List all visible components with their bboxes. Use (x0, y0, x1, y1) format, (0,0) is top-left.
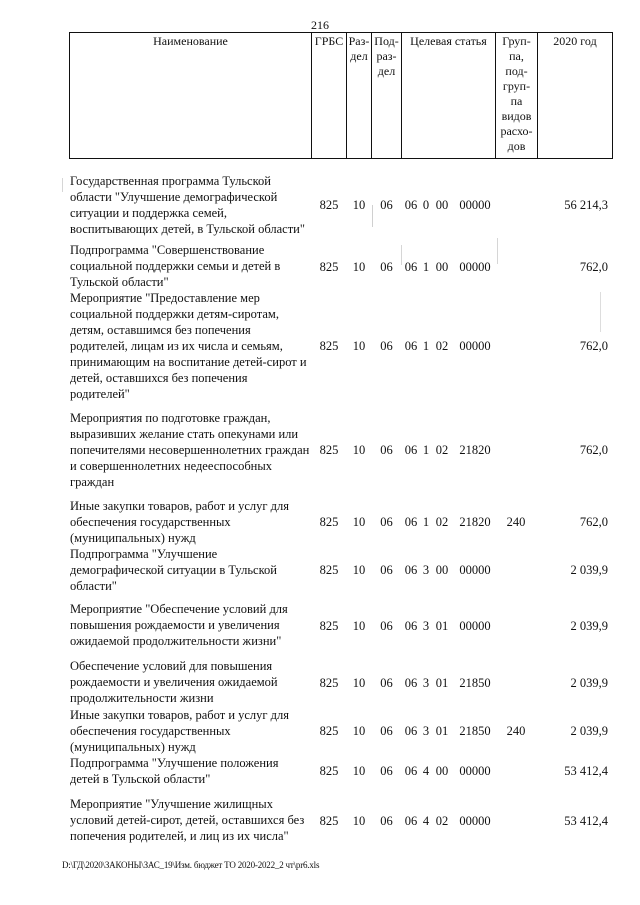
row-podrazdel: 06 (380, 563, 393, 577)
header-razdel-2: дел (350, 49, 368, 63)
row-name: Мероприятия по подготовке граждан, выразивших желание стать опекунами или попечителями несовершеннолетних граждан и совершеннолетних недееспособных граждан (70, 411, 310, 489)
row-target-subprogram: 4 (422, 764, 430, 778)
header-group-1: Груп- (502, 34, 531, 48)
row-target-event: 00 (435, 260, 449, 274)
header-target-article: Целевая статья (410, 34, 487, 48)
row-amount: 53 412,4 (564, 814, 608, 828)
header-podrazdel-1: Под- (374, 34, 399, 48)
scan-artifact (600, 292, 601, 332)
row-razdel: 10 (352, 198, 366, 212)
row-group: 240 (506, 515, 526, 529)
row-podrazdel: 06 (380, 260, 393, 274)
row-name: Подпрограмма "Совершенствование социальной поддержки семьи и детей в Тульской области" (70, 243, 281, 289)
row-target-event: 00 (435, 198, 449, 212)
header-grbs: ГРБС (314, 34, 344, 48)
header-name: Наименование (153, 34, 228, 48)
row-target-subprogram: 3 (422, 563, 430, 577)
header-bottom-border (69, 158, 613, 159)
row-target-subprogram: 3 (422, 676, 430, 690)
row-name: Государственная программа Тульской области "Улучшение демографической ситуации и поддержка семей, воспитывающих детей, в Тульской области" (70, 174, 305, 236)
row-razdel: 10 (352, 260, 366, 274)
row-target-program: 06 (404, 260, 418, 274)
row-razdel: 10 (352, 764, 366, 778)
row-target-program: 06 (404, 814, 418, 828)
row-name: Подпрограмма "Улучшение положения детей в Тульской области" (70, 756, 279, 786)
row-grbs: 825 (319, 260, 339, 274)
row-name: Обеспечение условий для повышения рождаемости и увеличения ожидаемой продолжительности жизни (70, 659, 278, 705)
page-number: 216 (311, 18, 329, 32)
row-target-direction: 00000 (459, 260, 491, 274)
header-podrazdel-3: дел (377, 64, 396, 78)
row-amount: 762,0 (579, 260, 608, 274)
row-target-direction: 21850 (459, 724, 491, 738)
row-name: Мероприятие "Предоставление мер социальной поддержки детям-сиротам, детям, оставшимся без попечения родителей, лицам из их числа и семьям, принимающим на воспитание детей-сирот и детей, оставшихся без попечения родителей" (70, 291, 307, 401)
row-name: Подпрограмма "Улучшение демографической ситуации в Тульской области" (70, 547, 277, 593)
row-grbs: 825 (319, 764, 339, 778)
row-target-direction: 21850 (459, 676, 491, 690)
row-razdel: 10 (352, 563, 366, 577)
row-target-subprogram: 0 (422, 198, 430, 212)
header-divider (612, 32, 613, 159)
row-podrazdel: 06 (380, 724, 393, 738)
header-group-2: па, (509, 49, 524, 63)
row-target-event: 02 (435, 443, 449, 457)
row-target-program: 06 (404, 764, 418, 778)
row-grbs: 825 (319, 563, 339, 577)
row-target-event: 00 (435, 764, 449, 778)
header-group-5: па (510, 94, 523, 108)
row-amount: 762,0 (579, 515, 608, 529)
header-divider (537, 32, 538, 159)
row-razdel: 10 (352, 724, 366, 738)
file-path-footer: D:\ГД\2020\ЗАКОНЫ\ЗАС_19\Изм. бюджет ТО 2020-2022_2 чт\pr6.xls (62, 860, 320, 870)
header-group-8: дов (507, 139, 526, 153)
row-target-direction: 21820 (459, 515, 491, 529)
row-target-subprogram: 1 (422, 515, 430, 529)
row-amount: 2 039,9 (570, 619, 608, 633)
row-target-program: 06 (404, 676, 418, 690)
row-target-event: 02 (435, 515, 449, 529)
row-razdel: 10 (352, 339, 366, 353)
header-group-7: расхо- (500, 124, 533, 138)
row-name: Иные закупки товаров, работ и услуг для обеспечения государственных (муниципальных) нужд (70, 708, 290, 754)
row-target-program: 06 (404, 339, 418, 353)
row-amount: 53 412,4 (564, 764, 608, 778)
row-razdel: 10 (352, 814, 366, 828)
row-podrazdel: 06 (380, 443, 393, 457)
row-target-event: 01 (435, 619, 449, 633)
row-podrazdel: 06 (380, 198, 393, 212)
row-amount: 762,0 (579, 339, 608, 353)
header-podrazdel-2: раз- (376, 49, 397, 63)
row-podrazdel: 06 (380, 515, 393, 529)
row-podrazdel: 06 (380, 764, 393, 778)
row-target-event: 00 (435, 563, 449, 577)
row-group: 240 (506, 724, 526, 738)
row-target-direction: 21820 (459, 443, 491, 457)
row-target-event: 01 (435, 724, 449, 738)
header-divider (311, 32, 312, 159)
row-grbs: 825 (319, 443, 339, 457)
row-podrazdel: 06 (380, 676, 393, 690)
row-target-subprogram: 1 (422, 260, 430, 274)
row-target-event: 01 (435, 676, 449, 690)
row-target-event: 02 (435, 339, 449, 353)
row-podrazdel: 06 (380, 814, 393, 828)
row-target-subprogram: 1 (422, 339, 430, 353)
row-target-direction: 00000 (459, 619, 491, 633)
row-name: Мероприятие "Улучшение жилищных условий детей-сирот, детей, оставшихся без попечения родителей, и лиц из их числа" (70, 797, 305, 843)
row-target-program: 06 (404, 443, 418, 457)
row-target-direction: 00000 (459, 198, 491, 212)
row-name: Иные закупки товаров, работ и услуг для обеспечения государственных (муниципальных) нужд (70, 499, 290, 545)
row-target-direction: 00000 (459, 339, 491, 353)
row-target-direction: 00000 (459, 764, 491, 778)
row-target-direction: 00000 (459, 814, 491, 828)
scan-artifact (497, 238, 498, 264)
row-grbs: 825 (319, 814, 339, 828)
row-grbs: 825 (319, 198, 339, 212)
row-target-direction: 00000 (459, 563, 491, 577)
row-target-subprogram: 3 (422, 619, 430, 633)
header-top-border (69, 32, 613, 33)
row-amount: 2 039,9 (570, 563, 608, 577)
row-podrazdel: 06 (380, 619, 393, 633)
row-amount: 56 214,3 (564, 198, 608, 212)
header-razdel-1: Раз- (348, 34, 370, 48)
row-razdel: 10 (352, 619, 366, 633)
row-amount: 2 039,9 (570, 724, 608, 738)
header-group-4: груп- (502, 79, 531, 93)
header-year: 2020 год (553, 34, 597, 48)
header-divider (69, 32, 70, 159)
row-grbs: 825 (319, 515, 339, 529)
row-grbs: 825 (319, 724, 339, 738)
row-amount: 2 039,9 (570, 676, 608, 690)
row-grbs: 825 (319, 339, 339, 353)
scan-artifact (62, 178, 63, 192)
row-target-program: 06 (404, 198, 418, 212)
row-podrazdel: 06 (380, 339, 393, 353)
row-razdel: 10 (352, 515, 366, 529)
scan-artifact (372, 205, 373, 227)
row-amount: 762,0 (579, 443, 608, 457)
row-target-subprogram: 1 (422, 443, 430, 457)
row-name: Мероприятие "Обеспечение условий для повышения рождаемости и увеличения ожидаемой продолжительности жизни" (70, 602, 288, 648)
row-grbs: 825 (319, 676, 339, 690)
row-target-subprogram: 4 (422, 814, 430, 828)
row-grbs: 825 (319, 619, 339, 633)
scan-artifact (401, 245, 402, 265)
row-razdel: 10 (352, 443, 366, 457)
header-group-6: видов (501, 109, 532, 123)
row-target-program: 06 (404, 515, 418, 529)
row-target-program: 06 (404, 563, 418, 577)
header-divider (401, 32, 402, 159)
row-target-program: 06 (404, 724, 418, 738)
row-target-event: 02 (435, 814, 449, 828)
row-target-program: 06 (404, 619, 418, 633)
row-razdel: 10 (352, 676, 366, 690)
header-group-3: под- (505, 64, 528, 78)
row-target-subprogram: 3 (422, 724, 430, 738)
